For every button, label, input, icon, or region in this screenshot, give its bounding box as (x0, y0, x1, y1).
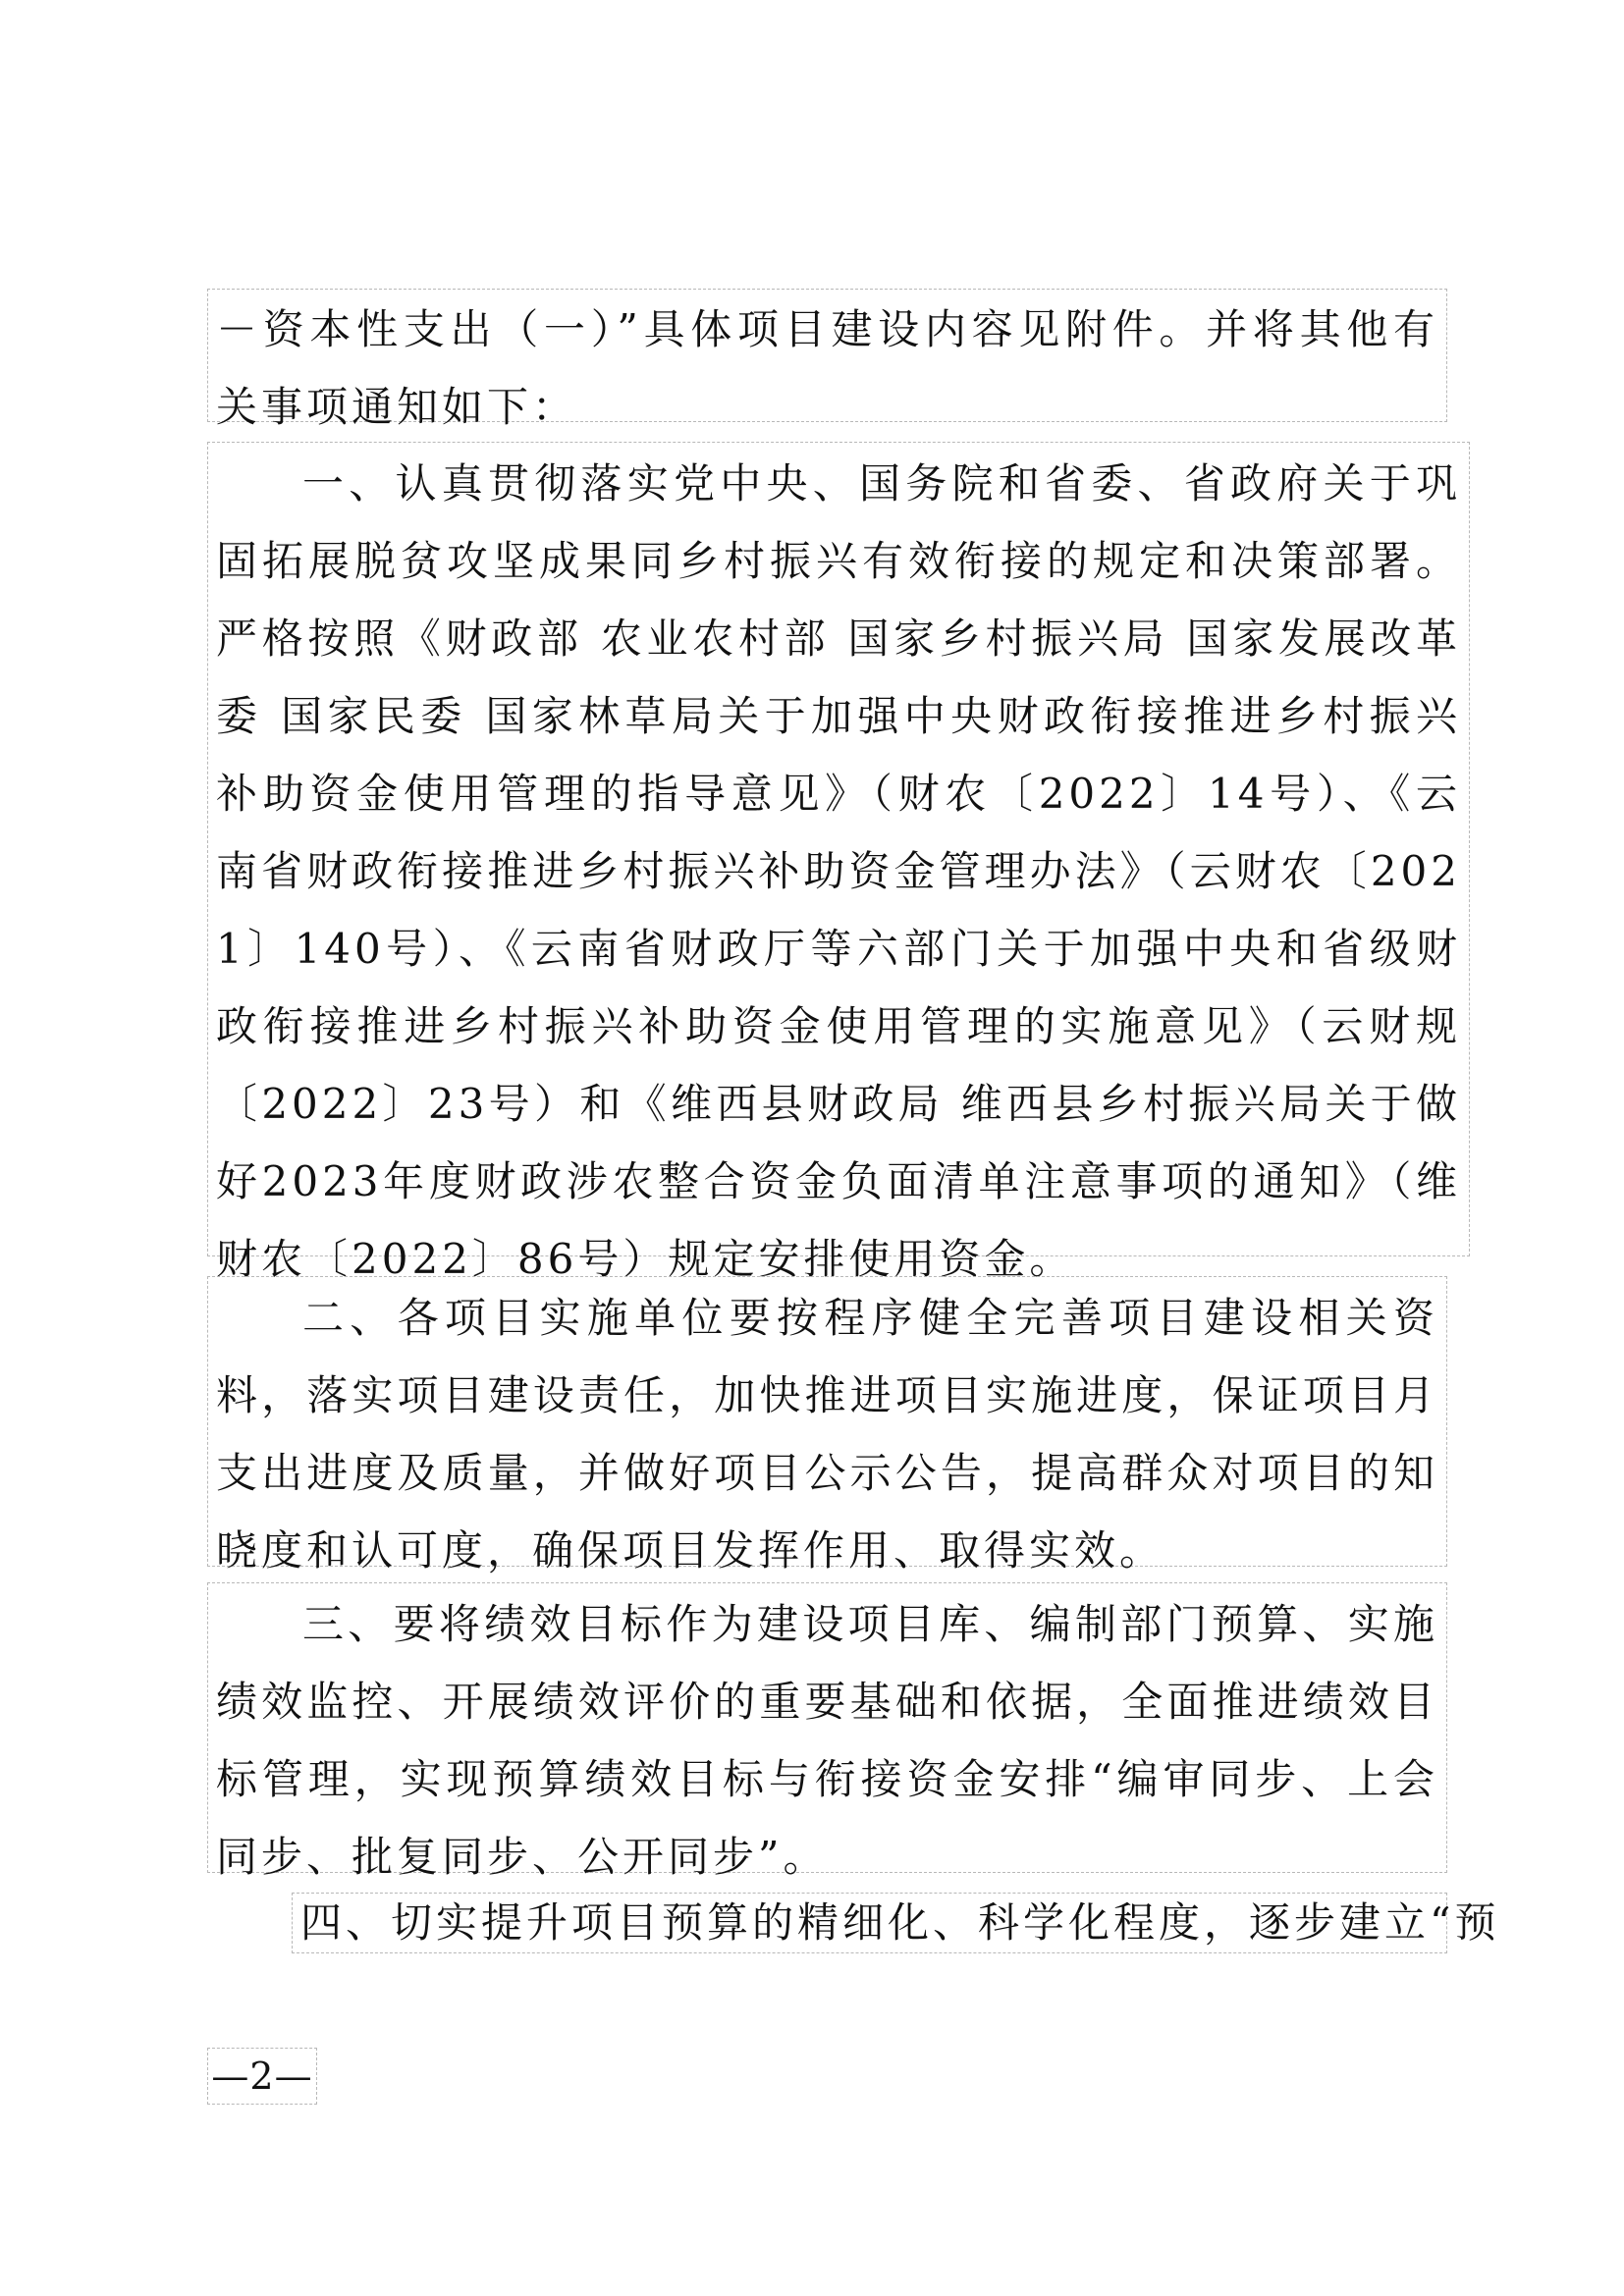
item-3-paragraph: 三、要将绩效目标作为建设项目库、编制部门预算、实施绩效监控、开展绩效评价的重要基础和依据，全面推进绩效目标管理，实现预算绩效目标与衔接资金安排“编审同步、上会同步、批复同步、公开同步”。 (207, 1582, 1447, 1873)
page-number: —2— (207, 2048, 317, 2105)
item-1-paragraph: 一、认真贯彻落实党中央、国务院和省委、省政府关于巩固拓展脱贫攻坚成果同乡村振兴有效衔接的规定和决策部署。严格按照《财政部 农业农村部 国家乡村振兴局 国家发展改革委 国家民委 国家林草局关于加强中央财政衔接推进乡村振兴补助资金使用管理的指导意见》（财农〔2022〕14号）、《云南省财政衔接推进乡村振兴补助资金管理办法》（云财农〔2021〕140号）、《云南省财政厅等六部门关于加强中央和省级财政衔接推进乡村振兴补助资金使用管理的实施意见》（云财规〔2022〕23号）和《维西县财政局 维西县乡村振兴局关于做好2023年度财政涉农整合资金负面清单注意事项的通知》（维财农〔2022〕86号）规定安排使用资金。 (207, 442, 1470, 1256)
item-4-paragraph: 四、切实提升项目预算的精细化、科学化程度，逐步建立“预 (292, 1893, 1447, 1953)
continuation-paragraph: －资本性支出（一）”具体项目建设内容见附件。并将其他有关事项通知如下： (207, 289, 1447, 422)
item-2-paragraph: 二、各项目实施单位要按程序健全完善项目建设相关资料，落实项目建设责任，加快推进项目实施进度，保证项目月支出进度及质量，并做好项目公示公告，提高群众对项目的知晓度和认可度，确保项目发挥作用、取得实效。 (207, 1276, 1447, 1567)
